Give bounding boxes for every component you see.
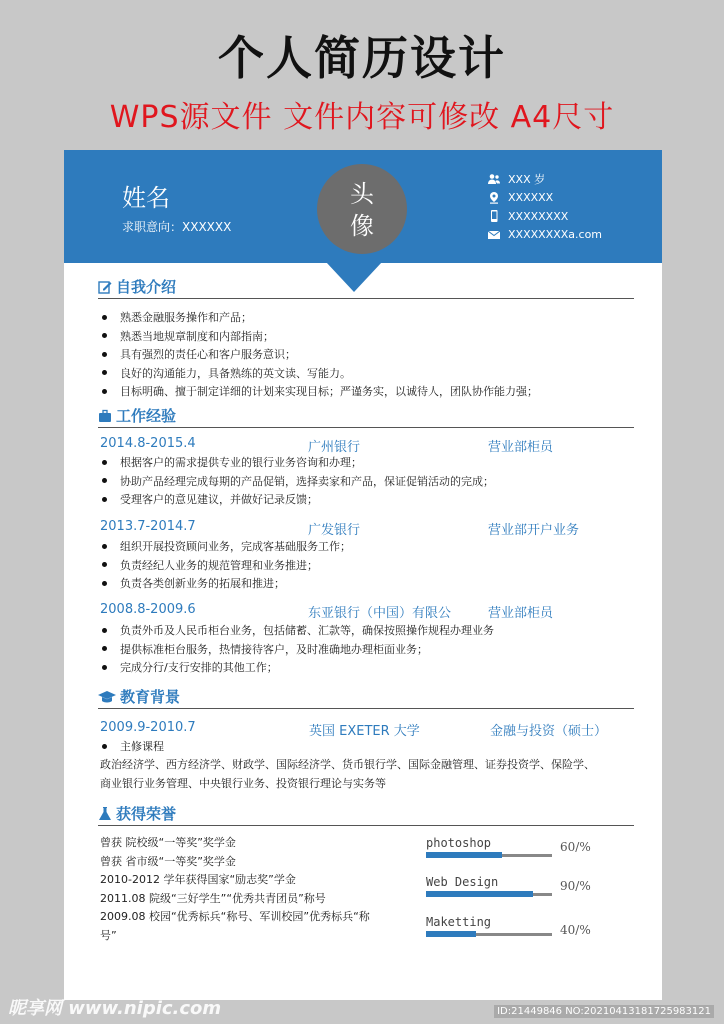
- edit-icon: [98, 280, 112, 294]
- edu-school: 英国 EXETER 大学: [309, 724, 420, 739]
- list-item: 负责外币及人民币柜台业务，包括储蓄、汇款等，确保按照操作规程办理业务: [100, 621, 494, 640]
- contact-phone-text: XXXXXXXX: [508, 209, 569, 223]
- contact-phone: [488, 207, 602, 226]
- job-company: 广州银行: [308, 440, 361, 455]
- course-line: 商业银行业务管理、中央银行业务、投资银行理论与实务等: [100, 776, 386, 790]
- contact-mail: [488, 226, 602, 245]
- skill-name: Maketting: [426, 915, 492, 929]
- list-item: 协助产品经理完成每期的产品促销，选择卖家和产品，保证促销活动的完成；: [100, 472, 494, 491]
- avatar: [317, 164, 407, 254]
- section-awards: [98, 803, 634, 826]
- mail-icon: [488, 229, 500, 241]
- job-date: 2014.8-2015.4: [100, 436, 196, 451]
- job-duties: [100, 453, 494, 509]
- person-icon: [488, 173, 500, 185]
- course-line: 政治经济学、西方经济学、财政学、国际经济学、货币银行学、国际金融管理、证券投资学、保险学、: [100, 758, 595, 771]
- list-item: 组织开展投资顾问业务，完成客基础服务工作；: [100, 537, 351, 556]
- skill-fill: [426, 931, 476, 937]
- awards-list: [100, 834, 370, 945]
- contact-location: [488, 189, 602, 208]
- phone-icon: [488, 210, 500, 222]
- award-item: 号”: [100, 928, 117, 942]
- course-label-row: [100, 737, 164, 756]
- location-icon: [488, 192, 500, 204]
- skill-fill: [426, 891, 533, 897]
- job-role: 营业部柜员: [488, 440, 554, 455]
- avatar-text-1: 头: [350, 180, 374, 208]
- list-item: 负责经纪人业务的规范管理和业务推进；: [100, 556, 351, 575]
- section-work: [98, 405, 634, 428]
- job-intent: 求职意向：XXXXXX: [122, 220, 232, 234]
- briefcase-icon: [98, 409, 112, 423]
- self-intro-list: [100, 308, 538, 401]
- award-item: 2010-2012 学年获得国家“励志奖”学金: [100, 873, 296, 886]
- job-company: 广发银行: [308, 523, 361, 538]
- section-education: [98, 686, 634, 709]
- section-title: 自我介绍: [116, 278, 177, 296]
- award-item: 曾获 省市级“一等奖”奖学金: [100, 854, 236, 868]
- resume-header: [64, 150, 662, 263]
- list-item: 提供标准柜台服务，热情接待客户，及时准确地办理柜面业务；: [100, 640, 494, 659]
- watermark-id: ID:21449846 NO:20210413181725983121: [494, 1005, 714, 1018]
- job-company: 东亚银行（中国）有限公: [308, 606, 452, 621]
- banner-subtitle: WPS源文件 文件内容可修改 A4尺寸: [109, 100, 615, 135]
- section-title: 教育背景: [120, 688, 181, 706]
- skill-fill: [426, 852, 502, 858]
- list-item: 主修课程: [100, 737, 164, 756]
- section-title: 获得荣誉: [116, 805, 177, 823]
- edu-degree: 金融与投资（硕士）: [490, 724, 608, 739]
- contact-age: [488, 170, 602, 189]
- list-item: 目标明确、擅于制定详细的计划来实现目标；严谨务实，以诚待人，团队协作能力强；: [100, 382, 538, 401]
- job-role: 营业部开户业务: [488, 523, 580, 538]
- section-title: 工作经验: [116, 407, 177, 425]
- graduation-cap-icon: [98, 690, 116, 704]
- contact-location-text: XXXXXX: [508, 191, 554, 205]
- list-item: 熟悉当地规章制度和内部指南；: [100, 327, 538, 346]
- edu-date: 2009.9-2010.7: [100, 720, 196, 735]
- list-item: 良好的沟通能力，具备熟练的英文读、写能力。: [100, 364, 538, 383]
- avatar-text-2: 像: [350, 212, 374, 240]
- job-duties: [100, 621, 494, 677]
- job-date: 2013.7-2014.7: [100, 519, 196, 534]
- skill-name: Web Design: [426, 875, 499, 889]
- job-duties: [100, 537, 351, 593]
- resume-page: [64, 150, 662, 1000]
- list-item: 根据客户的需求提供专业的银行业务咨询和办理；: [100, 453, 494, 472]
- job-role: 营业部柜员: [488, 606, 554, 621]
- name: 姓名: [122, 184, 170, 212]
- contact-age-text: XXX 岁: [508, 173, 546, 187]
- course-list: [100, 756, 595, 793]
- contact-info: [488, 170, 602, 244]
- skill-name: photoshop: [426, 836, 492, 850]
- list-item: 受理客户的意见建议，并做好记录反馈；: [100, 490, 494, 509]
- skill-percent: 40/%: [560, 923, 591, 937]
- skill-percent: 90/%: [560, 879, 591, 893]
- banner-title: 个人简历设计: [218, 31, 506, 85]
- flask-icon: [98, 807, 112, 821]
- skill-percent: 60/%: [560, 840, 591, 854]
- job-date: 2008.8-2009.6: [100, 602, 196, 617]
- list-item: 负责各类创新业务的拓展和推进；: [100, 574, 351, 593]
- award-item: 曾获 院校级“一等奖”奖学金: [100, 836, 236, 849]
- watermark-logo: 昵享网 www.nipic.com: [8, 998, 222, 1019]
- list-item: 熟悉金融服务操作和产品；: [100, 308, 538, 327]
- award-item: 2009.08 校园“优秀标兵“称号、军训校园”优秀标兵“称: [100, 910, 370, 923]
- section-self-intro: [98, 276, 634, 299]
- contact-mail-text: XXXXXXXXa.com: [508, 228, 603, 242]
- list-item: 具有强烈的责任心和客户服务意识；: [100, 345, 538, 364]
- list-item: 完成分行/支行安排的其他工作；: [100, 658, 494, 677]
- award-item: 2011.08 院级“三好学生”“优秀共青团员”称号: [100, 891, 326, 905]
